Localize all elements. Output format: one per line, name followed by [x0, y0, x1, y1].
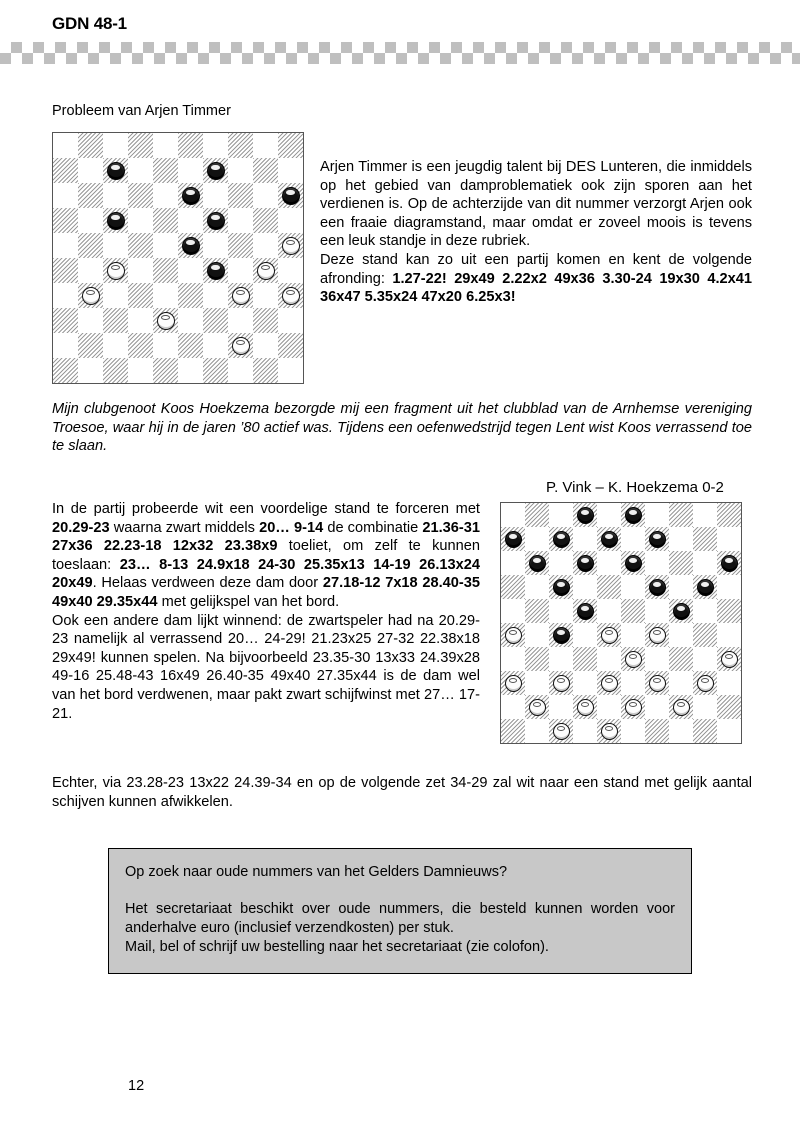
page-title: GDN 48-1	[52, 14, 127, 33]
a1-move-4: 23… 8-13 24.9x18 24-30 25.35x13 14-19 26.13x24 20x49	[52, 556, 480, 592]
board-square	[78, 233, 103, 258]
draughts-piece-black	[553, 531, 570, 548]
a1-seg-g: toeliet, om zelf te kunnen toeslaan:	[52, 538, 480, 573]
draughts-piece-black	[107, 212, 125, 230]
board-square	[203, 308, 228, 333]
board-square	[597, 575, 621, 599]
board-square	[203, 233, 228, 258]
board-square	[621, 623, 645, 647]
board-square	[53, 208, 78, 233]
board-square	[153, 158, 178, 183]
board-square	[693, 503, 717, 527]
problem-caption: Probleem van Arjen Timmer	[52, 103, 231, 119]
draughts-piece-black	[505, 531, 522, 548]
draughts-piece-black	[577, 555, 594, 572]
board-square	[128, 308, 153, 333]
board-square	[253, 358, 278, 383]
draughts-piece-white	[82, 287, 100, 305]
board-square	[669, 671, 693, 695]
draughts-piece-black	[577, 603, 594, 620]
board-square	[549, 695, 573, 719]
board-square	[153, 358, 178, 383]
draughts-piece-white	[107, 262, 125, 280]
board-square	[501, 575, 525, 599]
board-square	[597, 551, 621, 575]
draughts-piece-black	[577, 507, 594, 524]
board-square	[178, 333, 203, 358]
board-square	[549, 647, 573, 671]
draughts-piece-black	[207, 212, 225, 230]
board-square	[573, 527, 597, 551]
board-square	[128, 158, 153, 183]
board-square	[278, 358, 303, 383]
board-square	[228, 208, 253, 233]
board-square	[573, 623, 597, 647]
board-square	[103, 333, 128, 358]
draughts-piece-black	[721, 555, 738, 572]
board-square	[597, 647, 621, 671]
board-square	[645, 647, 669, 671]
board-square	[78, 358, 103, 383]
board-square	[501, 503, 525, 527]
a1-move-1: 20.29-23	[52, 519, 110, 536]
board-square	[78, 208, 103, 233]
board-square	[103, 283, 128, 308]
board-square	[178, 133, 203, 158]
draughts-piece-white	[282, 287, 300, 305]
analysis-paragraph-3: Echter, via 23.28-23 13x22 24.39-34 en op de volgende zet 34-29 zal wit naar een stand met gelijk aantal schijven kunnen afwikkelen.	[52, 775, 752, 810]
board-square	[178, 158, 203, 183]
board-square	[717, 695, 741, 719]
a1-move-2: 20… 9-14	[259, 519, 324, 536]
board-square	[103, 133, 128, 158]
board-square	[128, 208, 153, 233]
board-square	[525, 719, 549, 743]
a1-seg-a: In de partij probeerde wit een voordelige stand te forceren met	[52, 501, 480, 517]
board-square	[621, 575, 645, 599]
board-square	[621, 527, 645, 551]
draughts-piece-black	[182, 187, 200, 205]
board-square	[253, 283, 278, 308]
board-square	[549, 503, 573, 527]
board-square	[669, 527, 693, 551]
board-square	[53, 333, 78, 358]
board-square	[78, 183, 103, 208]
board-square	[178, 258, 203, 283]
board-square	[153, 183, 178, 208]
board-square	[717, 575, 741, 599]
editor-note-italic	[52, 400, 752, 456]
board-square	[128, 358, 153, 383]
board-square	[645, 695, 669, 719]
draughts-piece-white	[529, 699, 546, 716]
board-square	[53, 233, 78, 258]
a1-move-3: 21.36-31 27x36 22.23-18 12x32 23.38x9	[52, 519, 480, 555]
board-square	[78, 158, 103, 183]
checkerboard-divider	[0, 42, 800, 64]
board-square	[278, 133, 303, 158]
board-square	[253, 183, 278, 208]
draughts-diagram-game	[500, 502, 742, 744]
board-square	[128, 258, 153, 283]
board-square	[525, 599, 549, 623]
board-square	[669, 503, 693, 527]
draughts-diagram-problem	[52, 132, 304, 384]
board-square	[621, 671, 645, 695]
draughts-piece-black	[207, 162, 225, 180]
draughts-piece-black	[649, 579, 666, 596]
draughts-piece-white	[505, 627, 522, 644]
draughts-piece-white	[601, 675, 618, 692]
draughts-piece-white	[257, 262, 275, 280]
board-square	[549, 599, 573, 623]
notice-box	[108, 848, 692, 974]
board-square	[549, 551, 573, 575]
board-square	[78, 133, 103, 158]
draughts-piece-black	[207, 262, 225, 280]
board-square	[597, 695, 621, 719]
board-square	[128, 183, 153, 208]
board-square	[645, 599, 669, 623]
board-square	[717, 503, 741, 527]
board-square	[717, 623, 741, 647]
board-square	[501, 647, 525, 671]
draughts-piece-black	[553, 627, 570, 644]
board-square	[53, 308, 78, 333]
board-square	[525, 647, 549, 671]
board-square	[693, 551, 717, 575]
board-square	[693, 695, 717, 719]
board-square	[645, 503, 669, 527]
page-number: 12	[128, 1078, 145, 1094]
board-square	[717, 671, 741, 695]
board-square	[669, 551, 693, 575]
draughts-piece-white	[625, 651, 642, 668]
draughts-piece-white	[721, 651, 738, 668]
draughts-piece-black	[601, 531, 618, 548]
draughts-piece-black	[649, 531, 666, 548]
board-square	[573, 719, 597, 743]
a1-seg-c: waarna zwart middels	[109, 519, 260, 536]
board-square	[203, 183, 228, 208]
board-square	[253, 233, 278, 258]
board-square	[153, 333, 178, 358]
board-square	[128, 133, 153, 158]
analysis-tail	[52, 774, 752, 811]
board-square	[645, 719, 669, 743]
board-square	[228, 358, 253, 383]
board-square	[278, 158, 303, 183]
notice-body-2: Mail, bel of schrijf uw bestelling naar het secretariaat (zie colofon).	[125, 939, 549, 955]
board-square	[203, 133, 228, 158]
board-square	[53, 358, 78, 383]
board-square	[501, 719, 525, 743]
board-square	[669, 719, 693, 743]
board-square	[278, 308, 303, 333]
board-square	[253, 208, 278, 233]
draughts-piece-white	[601, 627, 618, 644]
draughts-piece-white	[232, 287, 250, 305]
board-square	[228, 133, 253, 158]
board-square	[597, 503, 621, 527]
board-square	[78, 308, 103, 333]
draughts-piece-white	[601, 723, 618, 740]
board-square	[53, 183, 78, 208]
board-square	[228, 183, 253, 208]
analysis-paragraph-1	[52, 500, 480, 612]
board-square	[178, 308, 203, 333]
notice-body-1: Het secretariaat beschikt over oude nummers, die besteld kunnen worden voor anderhalve euro (inclusief verzendkosten) per stuk.	[125, 901, 675, 936]
analysis-column	[52, 500, 480, 723]
a1-seg-i: . Helaas verdween deze dam door	[92, 575, 323, 592]
draughts-piece-black	[282, 187, 300, 205]
board-square	[103, 233, 128, 258]
draughts-piece-white	[673, 699, 690, 716]
board-square	[153, 208, 178, 233]
board-square	[153, 258, 178, 283]
board-square	[278, 333, 303, 358]
board-square	[525, 575, 549, 599]
board-square	[203, 333, 228, 358]
board-square	[178, 208, 203, 233]
a1-seg-e: de combinatie	[323, 519, 423, 536]
board-square	[153, 283, 178, 308]
draughts-piece-white	[649, 675, 666, 692]
draughts-piece-white	[232, 337, 250, 355]
draughts-piece-white	[282, 237, 300, 255]
board-square	[103, 308, 128, 333]
board-square	[253, 158, 278, 183]
notice-question: Op zoek naar oude nummers van het Gelders Damnieuws?	[125, 864, 508, 880]
board-square	[128, 333, 153, 358]
board-square	[228, 158, 253, 183]
board-square	[573, 575, 597, 599]
board-square	[53, 258, 78, 283]
draughts-piece-black	[553, 579, 570, 596]
board-square	[278, 258, 303, 283]
board-square	[153, 233, 178, 258]
draughts-piece-white	[553, 675, 570, 692]
board-square	[717, 527, 741, 551]
board-square	[128, 233, 153, 258]
draughts-piece-black	[182, 237, 200, 255]
board-square	[693, 647, 717, 671]
board-square	[693, 527, 717, 551]
draughts-piece-black	[625, 507, 642, 524]
board-square	[78, 333, 103, 358]
board-square	[669, 647, 693, 671]
board-square	[228, 308, 253, 333]
problem-intro-text	[320, 158, 752, 307]
board-square	[693, 599, 717, 623]
draughts-piece-black	[625, 555, 642, 572]
board-square	[53, 133, 78, 158]
board-square	[103, 183, 128, 208]
board-square	[501, 599, 525, 623]
board-square	[525, 503, 549, 527]
draughts-piece-white	[625, 699, 642, 716]
board-square	[53, 283, 78, 308]
draughts-piece-black	[697, 579, 714, 596]
board-square	[178, 358, 203, 383]
board-square	[278, 208, 303, 233]
draughts-piece-white	[649, 627, 666, 644]
board-square	[253, 133, 278, 158]
board-square	[525, 623, 549, 647]
board-square	[203, 358, 228, 383]
board-square	[103, 358, 128, 383]
board-square	[203, 283, 228, 308]
board-square	[501, 551, 525, 575]
board-square	[669, 575, 693, 599]
board-square	[525, 527, 549, 551]
draughts-piece-white	[505, 675, 522, 692]
board-square	[78, 258, 103, 283]
board-square	[253, 333, 278, 358]
board-square	[153, 133, 178, 158]
a1-seg-k: met gelijkspel van het bord.	[157, 593, 340, 610]
draughts-piece-white	[697, 675, 714, 692]
board-square	[228, 233, 253, 258]
board-square	[693, 623, 717, 647]
board-square	[228, 258, 253, 283]
board-square	[693, 719, 717, 743]
board-square	[128, 283, 153, 308]
board-square	[597, 599, 621, 623]
intro-body: Arjen Timmer is een jeugdig talent bij DES Lunteren, die inmiddels op het gebied van damproblematiek ook zijn sporen aan het verdienen is. Op de achterzijde van dit nummer verzorgt Arjen ook een fraaie diagramstand, maar omdat er zoveel moois is tevens een leuk standje in deze rubriek.	[320, 159, 752, 250]
board-square	[573, 647, 597, 671]
analysis-paragraph-2: Ook een andere dam lijkt winnend: de zwartspeler had na 20.29-23 namelijk al verrassend 20… 24-29! 21.23x25 27-32 22.38x18 29x49! kunnen spelen. Na bijvoorbeeld 23.35-30 13x33 24.39x28 49-16 25.48-43 16x49 26.40-35 49x40 27.35x44 is de dam wel van het bord verdwenen, maar pakt zwart schijfwinst met 27… 17-21.	[52, 612, 480, 722]
draughts-piece-white	[577, 699, 594, 716]
board-square	[669, 623, 693, 647]
draughts-piece-white	[553, 723, 570, 740]
draughts-piece-black	[529, 555, 546, 572]
board-square	[253, 308, 278, 333]
board-square	[53, 158, 78, 183]
board-square	[525, 671, 549, 695]
editor-note-text: Mijn clubgenoot Koos Hoekzema bezorgde mij een fragment uit het clubblad van de Arnhemse vereniging Troesoe, waar hij in de jaren ’80 actief was. Tijdens een oefenwedstrijd tegen Lent wist Koos verrassend toe te slaan.	[52, 401, 752, 455]
draughts-piece-black	[673, 603, 690, 620]
board-square	[178, 283, 203, 308]
draughts-piece-white	[157, 312, 175, 330]
board-square	[501, 695, 525, 719]
solution-moves: 1.27-22! 29x49 2.22x2 49x36 3.30-24 19x30 4.2x41 36x47 5.35x24 47x20 6.25x3!	[320, 270, 752, 306]
game-caption: P. Vink – K. Hoekzema 0-2	[546, 479, 724, 496]
board-square	[645, 551, 669, 575]
a1-move-5: 27.18-12 7x18 28.40-35 49x40 29.35x44	[52, 575, 480, 610]
solution-lead: Deze stand kan zo uit een partij komen en kent de volgende afronding:	[320, 251, 752, 287]
board-square	[717, 719, 741, 743]
board-square	[573, 671, 597, 695]
board-square	[717, 599, 741, 623]
draughts-piece-black	[107, 162, 125, 180]
board-square	[621, 719, 645, 743]
board-square	[621, 599, 645, 623]
